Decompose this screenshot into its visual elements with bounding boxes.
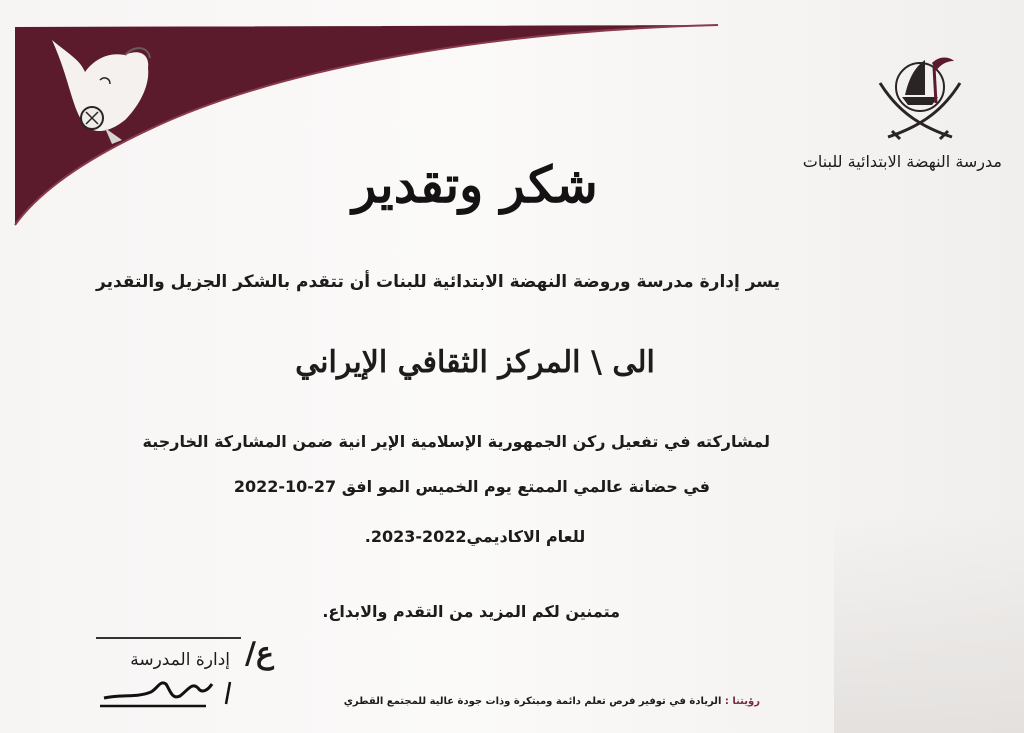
- certificate-title: شكر وتقدير: [352, 155, 598, 214]
- school-administration-label: إدارة المدرسة: [130, 650, 230, 670]
- vision-label: رؤيتنا :: [724, 696, 760, 707]
- vision-text: الريادة في توفير فرص تعلم دائمة ومبتكرة وذات جودة عالية للمجتمع القطري: [343, 696, 722, 707]
- signature-line: [96, 637, 241, 639]
- recipient-name: الى \ المركز الثقافي الإيراني: [295, 345, 655, 380]
- school-vision: [330, 696, 760, 707]
- state-emblem-icon: [870, 45, 970, 145]
- intro-text: يسر إدارة مدرسة وروضة النهضة الابتدائية للبنات أن تتقدم بالشكر الجزيل والتقدير: [96, 272, 780, 292]
- body-line-3: للعام الاكاديمي2022-2023.: [364, 527, 586, 546]
- closing-text: متمنين لكم المزيد من التقدم والابداع.: [322, 602, 620, 621]
- body-line-1: لمشاركته في تفعيل ركن الجمهورية الإسلامية الإير انية ضمن المشاركة الخارجية: [142, 432, 770, 451]
- body-line-2: في حضانة عالمي الممتع يوم الخميس المو افق 27-10-2022: [233, 477, 710, 496]
- administration-mark: ع/: [245, 636, 274, 671]
- handwritten-signature: [96, 670, 246, 715]
- paper-shadow: [834, 513, 1024, 733]
- school-name: مدرسة النهضة الابتدائية للبنات: [802, 152, 1002, 171]
